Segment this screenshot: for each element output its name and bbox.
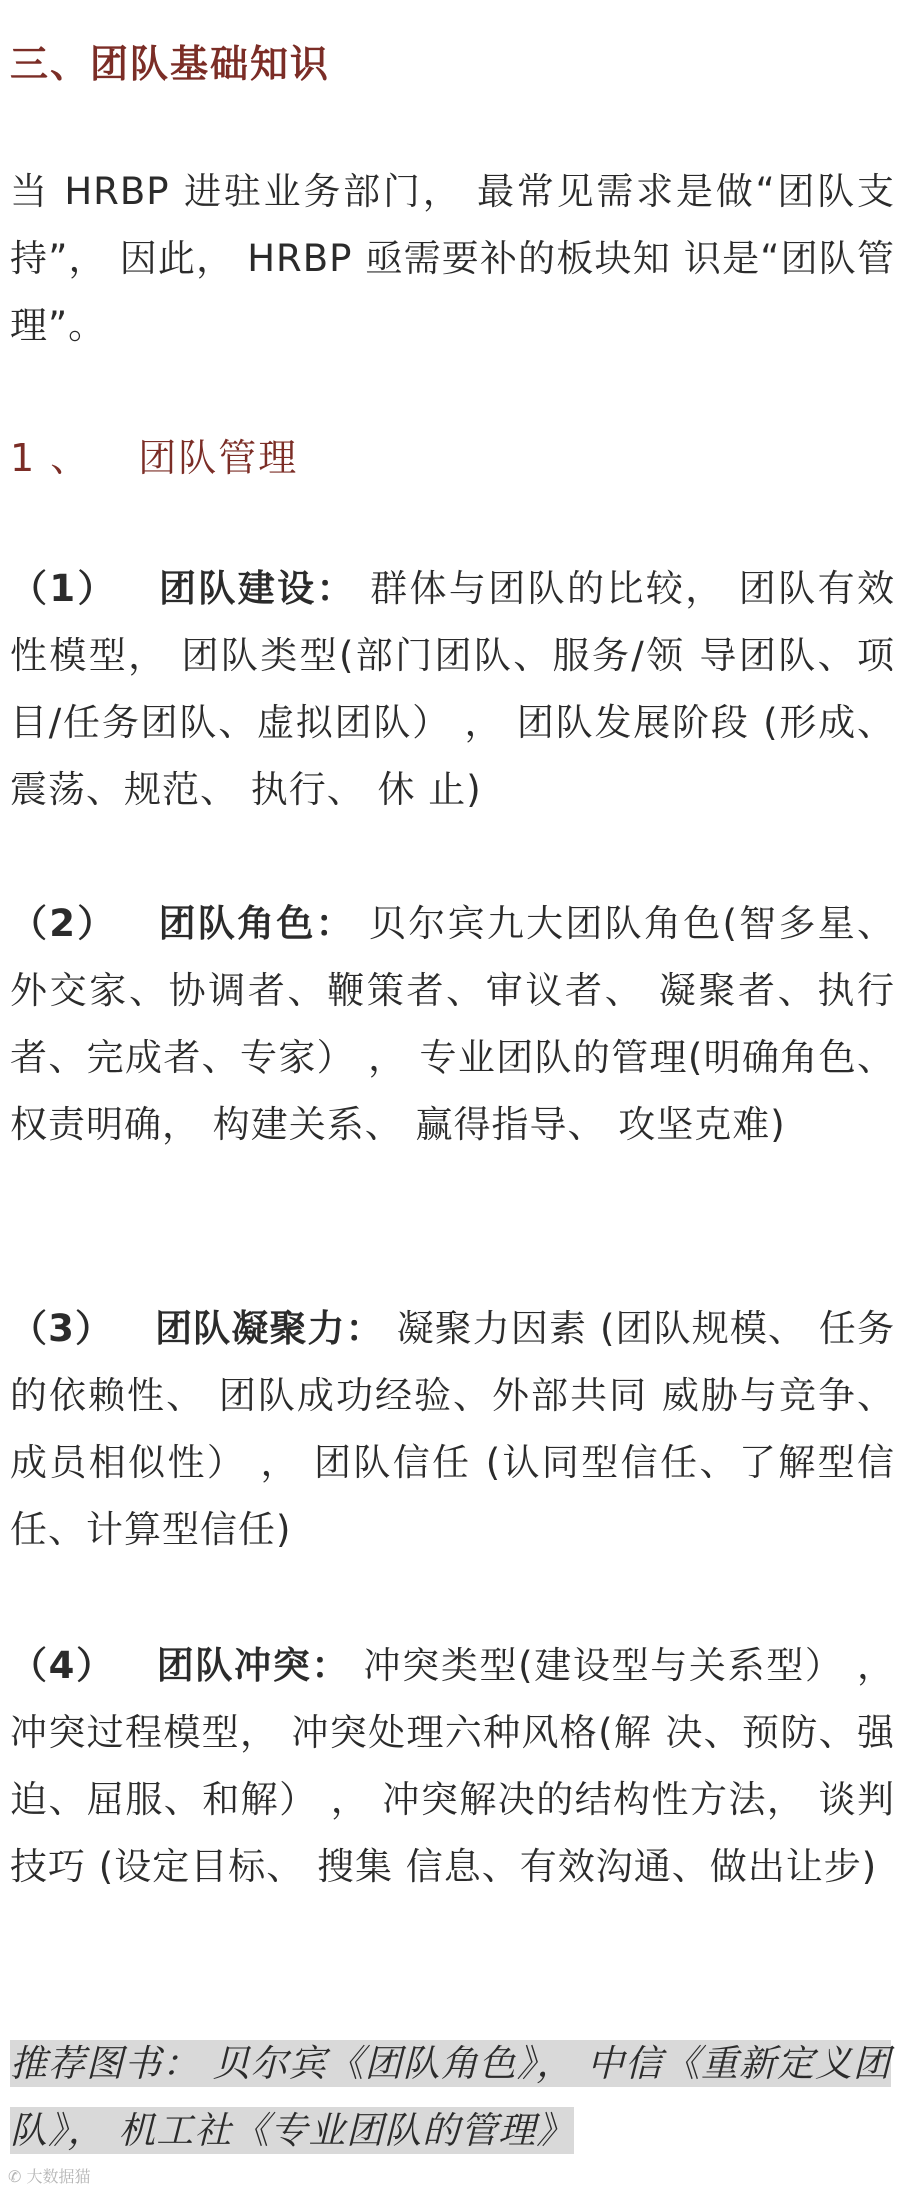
watermark bbox=[8, 2166, 91, 2188]
item-label: 团队凝聚力： bbox=[155, 1307, 384, 1350]
subheading-text: 团队管理 bbox=[138, 436, 299, 480]
item-text: 凝聚力因素 (团队规模、 任务的依赖性、 团队成功经验、外部共同 威胁与竞争、成员相似性） ， 团队信任 (认同型信任、了解型信任、计算型信任) bbox=[10, 1307, 896, 1551]
item-text: 群体与团队的比较， 团队有效性模型， 团队类型(部门团队、服务/领 导团队、项目/任务团队、虚拟团队） ， 团队发展阶段 (形成、震荡、规范、 执行、 休 止) bbox=[10, 567, 895, 811]
item-index: （2） bbox=[10, 902, 117, 945]
recommended-books bbox=[10, 2030, 895, 2164]
item-team-conflict bbox=[10, 1632, 895, 1900]
item-index: （4） bbox=[10, 1644, 115, 1687]
item-team-cohesion bbox=[10, 1295, 895, 1563]
item-index: （3） bbox=[10, 1307, 114, 1350]
item-text: 贝尔宾九大团队角色(智多星、外交家、协调者、鞭策者、审议者、 凝聚者、执行者、完成者、专家） ， 专业团队的管理(明确角色、 权责明确， 构建关系、 赢得指导、 攻坚克难) bbox=[10, 902, 895, 1146]
item-text: 冲突类型(建设型与关系型） ， 冲突过程模型， 冲突处理六种风格(解 决、预防、强迫、屈服、和解） ， 冲突解决的结构性方法， 谈判技巧 (设定目标、 搜集 信息、有效沟通、做出让步) bbox=[10, 1644, 896, 1888]
item-index: （1） bbox=[10, 567, 117, 610]
section-heading: 三、团队基础知识 bbox=[10, 42, 331, 86]
item-team-roles bbox=[10, 890, 895, 1158]
item-label: 团队建设： bbox=[158, 567, 356, 610]
item-label: 团队角色： bbox=[158, 902, 355, 945]
item-team-building bbox=[10, 555, 895, 823]
subheading bbox=[10, 428, 298, 488]
watermark-text: 大数据猫 bbox=[26, 2167, 91, 2186]
item-label: 团队冲突： bbox=[156, 1644, 351, 1687]
watermark-icon: ✆ bbox=[8, 2167, 27, 2186]
subheading-number: 1 、 bbox=[10, 436, 91, 480]
intro-paragraph: 当 HRBP 进驻业务部门， 最常见需求是做“团队支持”， 因此， HRBP 亟需要补的板块知 识是“团队管理”。 bbox=[10, 170, 895, 347]
recommended-books-text: 推荐图书： 贝尔宾《团队角色》， 中信《重新定义团队》， 机工社《专业团队的管理》 bbox=[10, 2042, 892, 2152]
